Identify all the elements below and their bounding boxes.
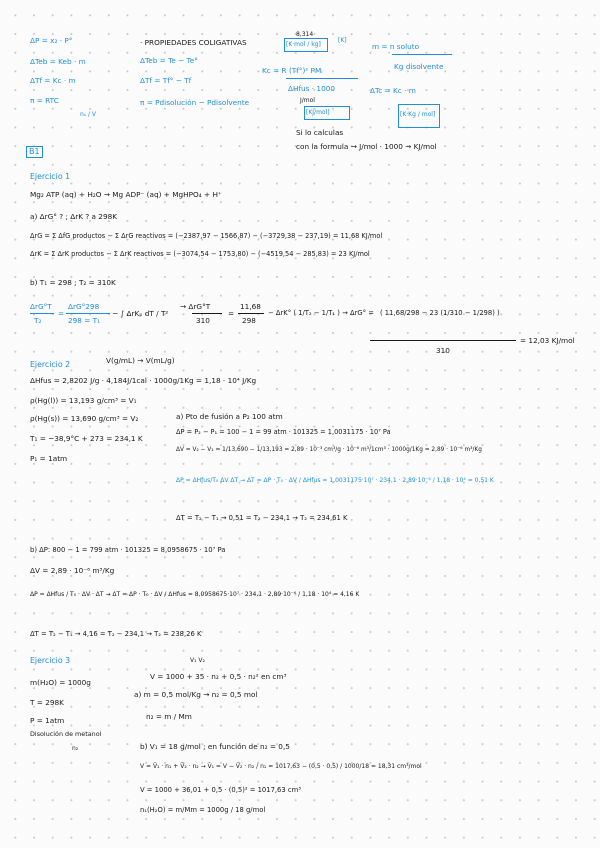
kc-note-jmol: J/mol <box>300 97 315 104</box>
e1-frac2-line <box>66 313 110 314</box>
r-constant: 8,314 <box>296 31 314 38</box>
molality-def: m = n soluto <box>372 42 420 51</box>
e2-a-t2: ΔT = T₂ − T₁ → 0,51 = T₂ − 234,1 → T₂ = 234,61 K <box>176 514 348 522</box>
e2-volume-map: V(g/mL) → V(mL/g) <box>106 356 175 365</box>
e1-frac2-num: ΔrG°298 <box>68 302 100 311</box>
e2-a-dv: ΔV = V₂ − V₁ = 1/13,690 − 1/13,193 = 2,89 · 10⁻³ cm³/g · 10⁻⁶ m³/1cm³ · 1000g/1Kg = 2,89 · 10⁻⁶ m³/Kg <box>176 447 482 453</box>
e1-part-b: b) T₁ = 298 ; T₂ = 310K <box>30 278 116 287</box>
e3-temperature: T = 298K <box>30 698 64 707</box>
molality-den: Kg disolvente <box>394 62 444 71</box>
e3-pressure: P = 1atm <box>30 716 65 725</box>
formula-osmotic: π = RTC <box>30 96 59 105</box>
e2-rho-liquid: ρ(Hg(l)) = 13,193 g/cm³ = V₁ <box>30 396 137 405</box>
e2-dhfus: ΔHfus = 2,8202 J/g · 4,184J/1cal · 1000g/1Kg = 1,18 · 10⁴ J/Kg <box>30 376 257 385</box>
e1-frac1-den: T₂ <box>34 316 42 325</box>
e2-rho-solid: ρ(Hg(s)) = 13,690 g/cm³ = V₂ <box>30 414 139 423</box>
e1-frac3-den: 298 <box>242 316 256 325</box>
e2-b-dv: ΔV = 2,89 · 10⁻⁶ m³/Kg <box>30 566 115 575</box>
kc-units: [K·mol / kg] <box>286 41 321 48</box>
kc-formula: Kc = R (Tf°)² PMᵢ <box>262 66 323 75</box>
e3-part-a: a) m = 0,5 mol/Kg → n₂ = 0,5 mol <box>134 690 258 699</box>
e2-p1: P₁ = 1atm <box>30 454 68 463</box>
molality-line <box>392 54 452 55</box>
formula-teb-diff: ΔTeb = Te − Te° <box>140 56 198 65</box>
e1-gibbs-line: ΔrG = Σ ΔfG productos − Σ ΔrG reactivos = (−2387,97 − 1566,87) − (−3729,38 − 237,19) = 11,68 KJ/mol <box>30 232 383 240</box>
block-tag-b1: B1 <box>26 146 43 158</box>
formula-osmotic-note: nₛ / V <box>80 111 96 118</box>
formula-ebullition: ΔTeb = Keb · m <box>30 57 86 66</box>
kc-fraction-line <box>286 78 358 79</box>
e1-reaction: Mg₂ ATP (aq) + H₂O → Mg ADP⁻ (aq) + MgHPO₄ + H⁺ <box>30 190 222 199</box>
e2-b-t2: ΔT = T₂ − T₁ → 4,16 = T₂ − 234,1 → T₂ = 238,26 K <box>30 630 202 638</box>
section-title-colligative: · PROPIEDADES COLIGATIVAS <box>140 38 247 47</box>
e3-partial-volume: V = V̄₁ · n₁ + V̄₂ · n₂ → V̄₁ = V − V̄₂ · n₂ / n₁ = 1017,63 − (0,5 · 0,5) / 1000/18 = 18,31 cm³/mol <box>140 763 422 770</box>
e2-t1: T₁ = −38,9°C + 273 = 234,1 K <box>30 434 143 443</box>
e1-eq: = <box>58 309 65 318</box>
e3-total-volume: V = 1000 + 36,01 + 0,5 · (0,5)² = 1017,63 cm³ <box>140 786 301 794</box>
e2-a-dt: ΔP = ΔHfus/T₀ ΔV ΔT → ΔT = ΔP · T₀ · ΔV / ΔHfus = 1,0031175·10⁷ · 234,1 · 2,89·10⁻⁶ / 1,18 · 10⁴ = 0,51 K <box>176 477 494 484</box>
e3-mass-water: m(H₂O) = 1000g <box>30 678 91 687</box>
e1-big-num: ( 11,68/298 − 23 (1/310 − 1/298) ) <box>380 309 500 317</box>
formula-freezing: ΔTf = Kc · m <box>30 76 76 85</box>
kc-kjmol: [KJ/mol] <box>306 109 330 116</box>
e1-arrow: → ΔrG°T <box>180 302 211 311</box>
kc-note-calc: Si lo calculas <box>296 128 344 137</box>
e1-frac1-line <box>30 313 54 314</box>
dtc-formula: ΔTc = Kc · m <box>370 86 416 95</box>
formula-pi-diff: π = Pdisolución − Pdisolvente <box>140 98 250 107</box>
e1-arrow-line <box>192 313 222 314</box>
e1-frac1-num: ΔrG°T <box>30 302 52 311</box>
e2-part-a: a) Pto de fusión a P₂ 100 atm <box>176 412 283 421</box>
e2-part-b: b) ΔP: 800 − 1 = 799 atm · 101325 = 8,0958675 · 10⁷ Pa <box>30 546 226 554</box>
e1-big-line <box>370 340 516 341</box>
e3-volume-eq: V = 1000 + 35 · n₂ + 0,5 · n₂² en cm³ <box>150 672 287 681</box>
e1-eq2: = <box>228 309 235 318</box>
formula-tf-diff: ΔTf = Tf° − Tf <box>140 76 192 85</box>
e3-solution: Disolución de metanol <box>30 730 102 738</box>
e1-mid: − ΔrK° ( 1/T₂ − 1/T₁ ) → ΔrG° = <box>268 309 374 317</box>
e1-integral: − ∫ ΔrKₚ dT / T² <box>112 309 169 318</box>
e1-arrow-den: 310 <box>196 316 210 325</box>
exercise-3-title: Ejercicio 3 <box>30 656 71 665</box>
e1-frac3-line <box>238 313 264 314</box>
kc-k-unit: [K] <box>338 37 347 44</box>
dtc-units: [K·Kg / mol] <box>400 111 436 118</box>
e3-n2: n₂ <box>72 745 79 752</box>
e1-frac2-den: 298 = T₁ <box>68 316 101 325</box>
e1-frac3-num: 11,68 <box>240 302 261 311</box>
e2-b-dt: ΔP = ΔHfus / T₀ · ΔV · ΔT → ΔT = ΔP · T₀ · ΔV / ΔHfus = 8,0958675·10⁷ · 234,1 · 2,89·10⁻⁶ / 1,18 · 10⁴ = 4,16 K <box>30 591 360 598</box>
e3-v-over: V₁ V₂ <box>190 657 205 664</box>
e3-moles-water: n₁(H₂O) = m/Mm = 1000g / 18 g/mol <box>140 806 266 814</box>
e3-part-b: b) V₁ = 18 g/mol ; en función de n₂ = 0,5 <box>140 742 290 751</box>
e1-result: = 12,03 KJ/mol <box>520 336 575 345</box>
e1-big-den: 310 <box>436 346 450 355</box>
kc-note-formula: con la formula → J/mol · 1000 → KJ/mol <box>296 142 437 151</box>
e2-a-dp: ΔP = P₂ − P₁ = 100 − 1 = 99 atm · 101325 = 1,0031175 · 10⁷ Pa <box>176 428 391 436</box>
exercise-1-title: Ejercicio 1 <box>30 172 71 181</box>
e3-n2-def: n₂ = m / Mm <box>146 712 192 721</box>
e1-part-a: a) ΔrG° ? ; ΔrK ? a 298K <box>30 212 118 221</box>
e1-k-line: ΔrK = Σ ΔrK productos − Σ ΔrK reactivos = (−3074,54 − 1753,80) − (−4519,54 − 285,83) = 23 KJ/mol <box>30 250 370 258</box>
kc-denominator: ΔHfus · 1000 <box>288 84 336 93</box>
exercise-2-title: Ejercicio 2 <box>30 360 71 369</box>
formula-vapor-pressure: ΔP = x₂ · P° <box>30 36 73 45</box>
